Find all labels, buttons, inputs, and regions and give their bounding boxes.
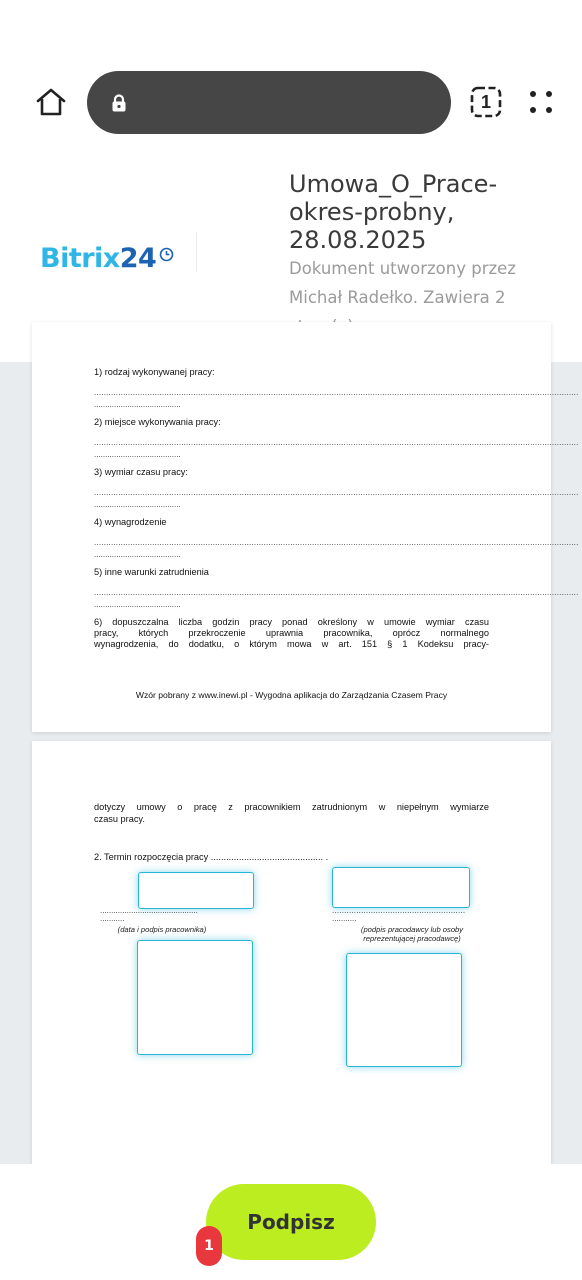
fill-line: ........... [332, 914, 357, 923]
employer-caption-line: reprezentującej pracodawcę) [363, 934, 461, 943]
page-footer: Wzór pobrany z www.inewi.pl - Wygodna aplikacja do Zarządzania Czasem Pracy [135, 690, 448, 700]
fill-line: ....................................... [94, 550, 181, 559]
sign-button[interactable]: Podpisz [206, 1184, 376, 1260]
item-6-line: wynagrodzenia, do dodatku, o którym mowa w art. 151 § 1 Kodeksu pracy- [94, 639, 489, 649]
menu-button[interactable] [524, 84, 558, 120]
document-viewer[interactable] [0, 362, 582, 1164]
item-6-line: pracy, których przekroczenie uprawnia pracownika, oprócz normalnego [94, 628, 489, 638]
tab-switcher-button[interactable] [470, 86, 502, 118]
document-page-2 [32, 741, 551, 1181]
employee-date-field[interactable] [138, 872, 254, 909]
employer-signature-field[interactable] [346, 953, 462, 1067]
fill-line: ........................................................................................................................................................................................................ [94, 388, 579, 397]
continuation-line: dotyczy umowy o pracę z pracownikiem zatrudnionym w niepełnym wymiarze [94, 802, 489, 812]
document-subtitle: Dokument utworzony przez Michał Radełko. Zawiera 2 [289, 259, 516, 307]
fill-line: ........................................................................................................................................................................................................ [94, 488, 579, 497]
item-1-label: 1) rodzaj wykonywanej pracy: [94, 367, 215, 377]
continuation-line: czasu pracy. [94, 814, 145, 824]
item-6-line: 6) dopuszczalna liczba godzin pracy ponad określony w umowie wymiar czasu [94, 617, 489, 627]
employee-signature-field[interactable] [137, 940, 253, 1055]
item-3-label: 3) wymiar czasu pracy: [94, 467, 188, 477]
home-icon [35, 87, 67, 117]
lock-icon [109, 93, 129, 113]
browser-toolbar [0, 0, 582, 150]
bitrix24-logo: Bitrix24 [40, 238, 174, 278]
bottom-action-bar [0, 1164, 582, 1280]
item-2-label: 2) miejsce wykonywania pracy: [94, 417, 221, 427]
fill-line: ....................................................... [332, 906, 466, 915]
employee-caption: (data i podpis pracownika) [117, 925, 207, 934]
document-title: Umowa_O_Prace-okres-probny, 28.08.2025 [289, 170, 498, 254]
home-button[interactable] [30, 82, 72, 122]
fill-line: ....................................... [94, 450, 181, 459]
fill-line: ....................................... [94, 500, 181, 509]
employer-caption-line: (podpis pracodawcy lub osoby [360, 925, 464, 934]
item-5-label: 5) inne warunki zatrudnienia [94, 567, 209, 577]
fill-line: ........................................................................................................................................................................................................ [94, 538, 579, 547]
logo-divider [196, 232, 197, 272]
fill-line: ........................................................................................................................................................................................................ [94, 438, 579, 447]
url-bar[interactable] [87, 71, 451, 134]
item-4-label: 4) wynagrodzenie [94, 517, 167, 527]
pending-fields-badge: 1 [196, 1226, 222, 1266]
tab-count: 1 [480, 91, 491, 112]
document-page-1 [32, 322, 579, 732]
fill-line: ........... [100, 914, 125, 923]
employer-date-field[interactable] [332, 867, 470, 908]
start-date-line: 2. Termin rozpoczęcia pracy ............................................ . [94, 852, 329, 862]
fill-line: ............................................ [100, 906, 198, 915]
clock-icon [159, 247, 174, 262]
fill-line: ....................................... [94, 600, 181, 609]
fill-line: ....................................... [94, 400, 181, 409]
fill-line: ........................................................................................................................................................................................................ [94, 588, 579, 597]
